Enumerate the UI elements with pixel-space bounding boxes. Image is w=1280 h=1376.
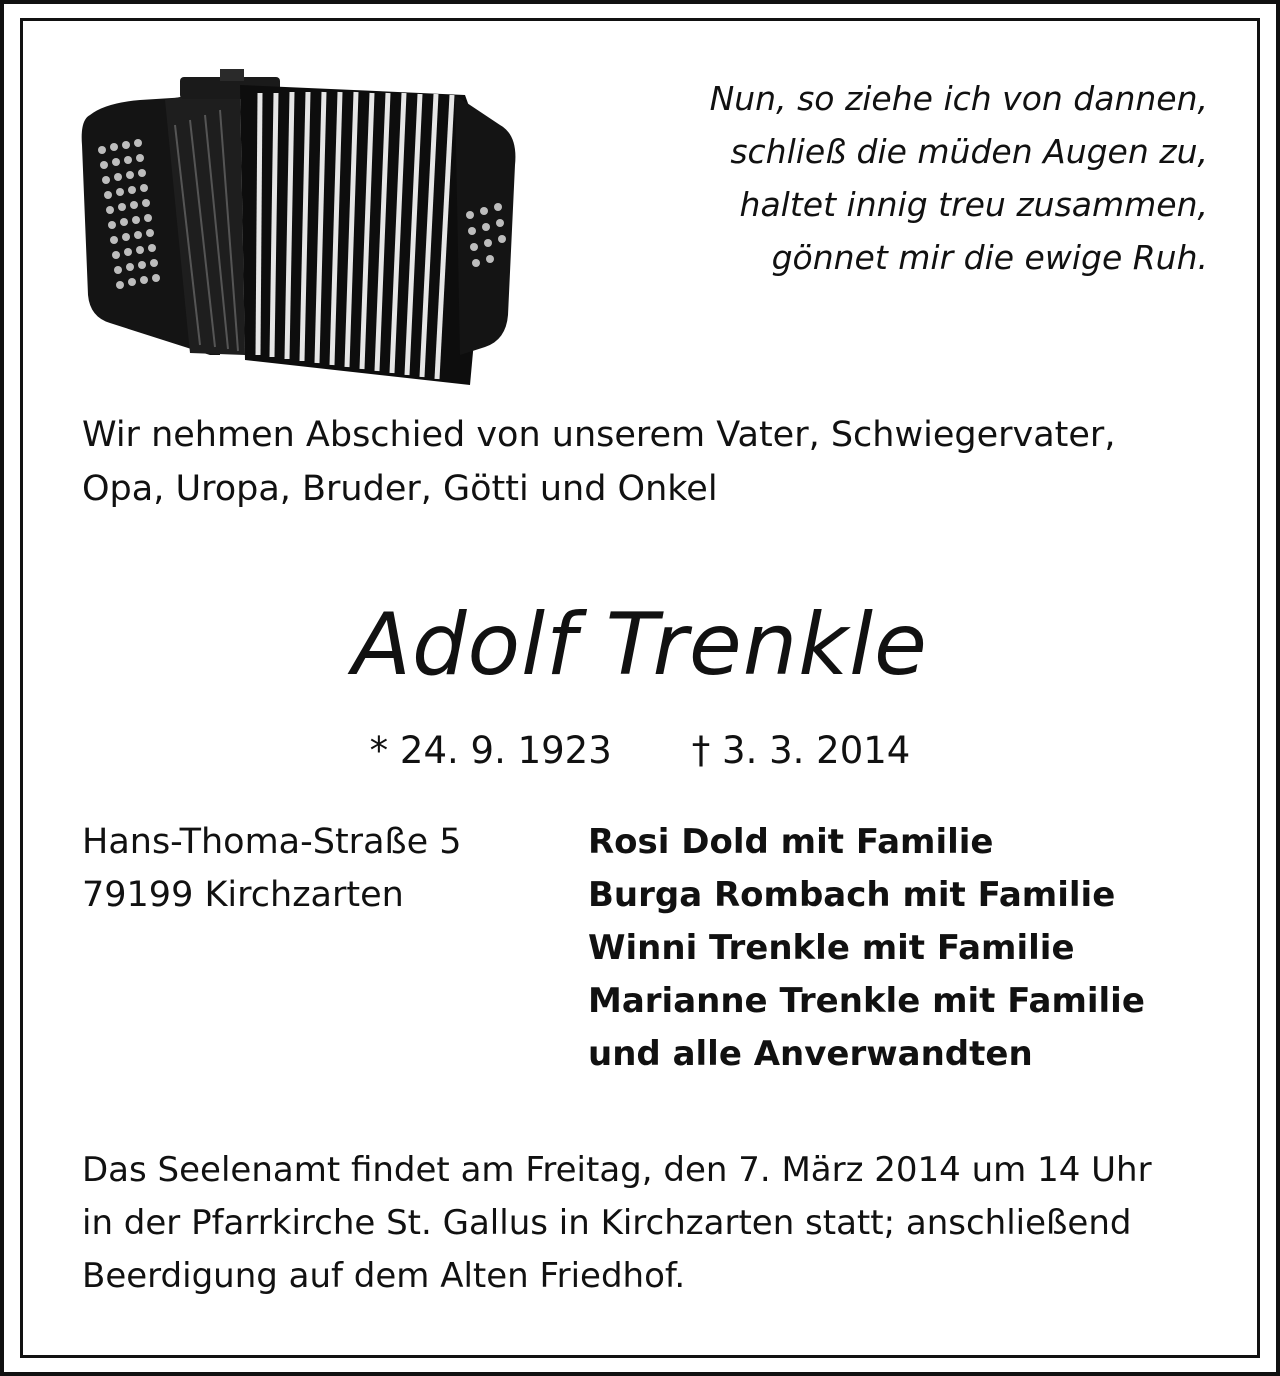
accordion-icon: [70, 55, 530, 385]
poem-line: gönnet mir die ewige Ruh.: [771, 238, 1208, 277]
mourner-line: Burga Rombach mit Familie: [588, 875, 1116, 915]
mourner-line: und alle Anverwandten: [588, 1034, 1033, 1074]
farewell-intro: [82, 408, 1115, 516]
death-date: † 3. 3. 2014: [691, 729, 911, 772]
mourner-line: Rosi Dold mit Familie: [588, 822, 994, 862]
deceased-name: Adolf Trenkle: [352, 595, 928, 695]
mourner-line: Winni Trenkle mit Familie: [588, 928, 1075, 968]
notice-line: in der Pfarrkirche St. Gallus in Kirchzarten statt; anschließend: [82, 1203, 1132, 1243]
poem-line: schließ die müden Augen zu,: [730, 132, 1208, 171]
poem: [710, 72, 1208, 284]
funeral-notice: [82, 1144, 1152, 1303]
address: [82, 816, 462, 922]
mourners-list: [588, 816, 1145, 1081]
address-street: Hans-Thoma-Straße 5: [82, 822, 462, 862]
intro-line: Opa, Uropa, Bruder, Götti und Onkel: [82, 469, 718, 509]
address-city: 79199 Kirchzarten: [82, 875, 404, 915]
intro-line: Wir nehmen Abschied von unserem Vater, Schwiegervater,: [82, 415, 1116, 455]
poem-line: haltet innig treu zusammen,: [739, 185, 1208, 224]
notice-line: Beerdigung auf dem Alten Friedhof.: [82, 1256, 686, 1296]
poem-line: Nun, so ziehe ich von dannen,: [709, 79, 1208, 118]
birth-date: * 24. 9. 1923: [369, 729, 612, 772]
mourner-line: Marianne Trenkle mit Familie: [588, 981, 1145, 1021]
life-dates: [0, 724, 1280, 778]
notice-line: Das Seelenamt findet am Freitag, den 7. März 2014 um 14 Uhr: [82, 1150, 1152, 1190]
